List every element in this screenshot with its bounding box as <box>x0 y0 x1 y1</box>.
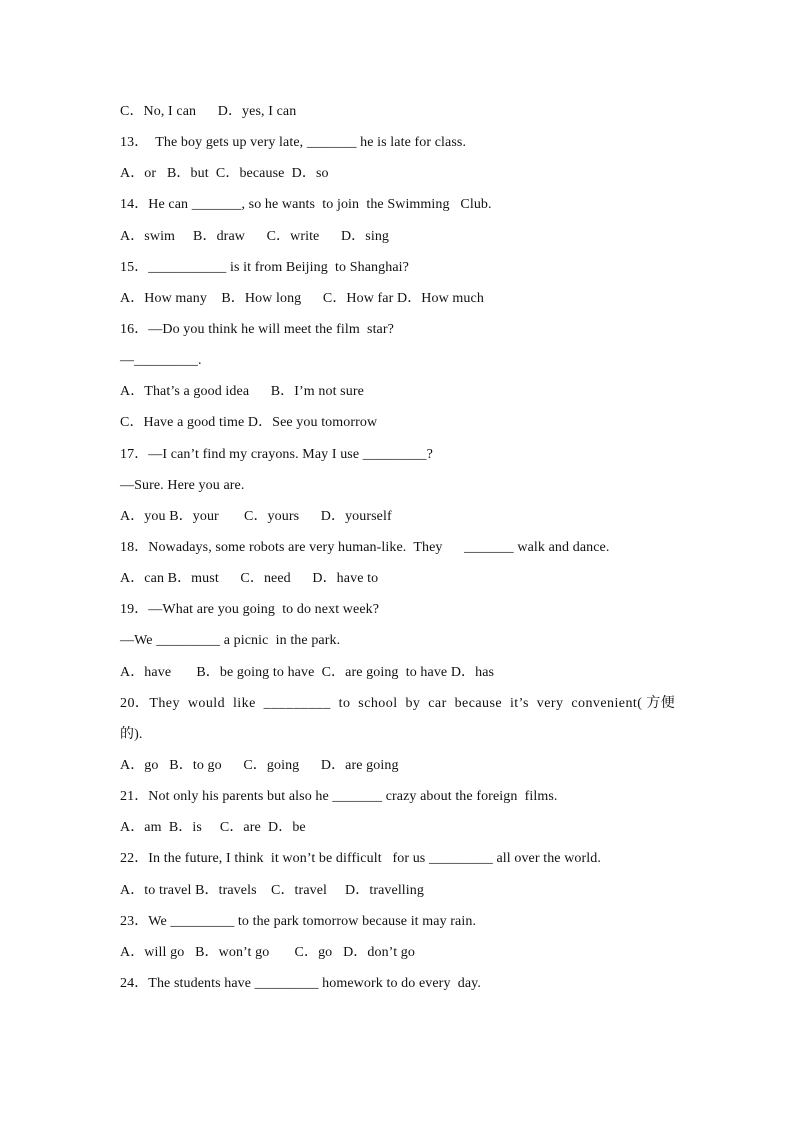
question-19: 19．—What are you going to do next week? <box>120 602 380 618</box>
answer-options-13: A．or B．but C．because D．so <box>120 166 329 182</box>
question-24: 24．The students have _________ homework to do every day. <box>120 975 481 991</box>
answer-options-12-cd: C．No, I can D．yes, I can <box>120 104 297 119</box>
answer-options-20: A．go B．to go C．going D．are going <box>120 757 399 773</box>
question-22: 22．In the future, I think it won’t be difficult for us _________ all over the world. <box>120 851 601 867</box>
answer-options-23: A．will go B．won’t go C．go D．don’t go <box>120 944 415 960</box>
question-14: 14．He can _______, so he wants to join the Swimming Club. <box>120 197 492 213</box>
question-13: 13． The boy gets up very late, _______ he is late for class. <box>120 135 467 151</box>
question-list <box>120 99 680 1002</box>
question-15: 15．___________ is it from Beijing to Shanghai? <box>120 259 409 275</box>
question-18: 18．Nowadays, some robots are very human-like. They _______ walk and dance. <box>120 539 610 555</box>
answer-options-16-ab: A．That’s a good idea B．I’m not sure <box>120 384 364 400</box>
answer-options-18: A．can B．must C．need D．have to <box>120 571 379 587</box>
answer-options-22: A．to travel B．travels C．travel D．travelling <box>120 882 424 898</box>
answer-options-17: A．you B．your C．yours D．yourself <box>120 508 392 524</box>
answer-options-16-cd: C．Have a good time D．See you tomorrow <box>120 415 378 431</box>
question-20-continued: 的). <box>120 726 143 742</box>
answer-options-21: A．am B．is C．are D．be <box>120 820 306 836</box>
question-20: 20．They would like _________ to school by car because it’s very convenient( 方便 <box>120 695 676 711</box>
question-16: 16．—Do you think he will meet the film star? <box>120 321 394 337</box>
answer-options-15: A．How many B．How long C．How far D．How much <box>120 290 484 306</box>
question-19-reply: —We _________ a picnic in the park. <box>120 633 341 649</box>
question-16-reply: —_________. <box>120 353 202 369</box>
question-17: 17．—I can’t find my crayons. May I use _________? <box>120 446 433 462</box>
question-23: 23．We _________ to the park tomorrow because it may rain. <box>120 913 477 929</box>
question-21: 21．Not only his parents but also he _______ crazy about the foreign films. <box>120 789 558 805</box>
question-17-reply: —Sure. Here you are. <box>120 477 245 493</box>
answer-options-19: A．have B．be going to have C．are going to have D．has <box>120 664 495 680</box>
answer-options-14: A．swim B．draw C．write D．sing <box>120 228 390 244</box>
